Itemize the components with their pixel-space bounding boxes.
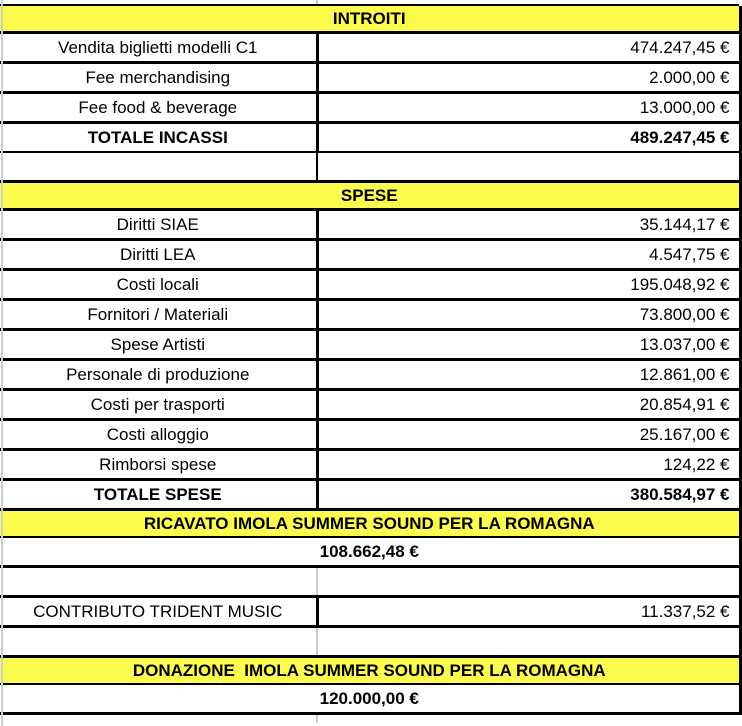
table-row <box>0 597 740 627</box>
table-row <box>0 330 740 360</box>
row-value-cell: 12.861,00 € <box>317 360 740 390</box>
row-label-cell: Personale di produzione <box>0 360 317 390</box>
section-header-row <box>0 510 740 538</box>
row-label-cell: CONTRIBUTO TRIDENT MUSIC <box>0 597 317 627</box>
row-label-cell: Costi locali <box>0 270 317 300</box>
empty-value-cell <box>317 627 740 657</box>
grand-total-value-cell: 120.000,00 € <box>0 684 740 714</box>
total-row <box>0 123 740 153</box>
row-label-cell: Vendita biglietti modelli C1 <box>0 33 317 63</box>
row-label-cell: Diritti SIAE <box>0 210 317 240</box>
row-value-cell: 474.247,45 € <box>317 33 740 63</box>
table-row <box>0 210 740 240</box>
row-value-cell: 380.584,97 € <box>317 480 740 510</box>
row-value-cell: 20.854,91 € <box>317 390 740 420</box>
row-label-cell: Diritti LEA <box>0 240 317 270</box>
table-row <box>0 33 740 63</box>
total-row <box>0 480 740 510</box>
section-header-cell: RICAVATO IMOLA SUMMER SOUND PER LA ROMAGNA <box>0 510 740 538</box>
clipped-edge-row <box>0 714 740 724</box>
table-row <box>0 360 740 390</box>
empty-label-cell <box>0 627 317 657</box>
row-label-cell: Costi per trasporti <box>0 390 317 420</box>
table-row <box>0 93 740 123</box>
row-value-cell: 195.048,92 € <box>317 270 740 300</box>
spacer-row <box>0 567 740 597</box>
table-row <box>0 300 740 330</box>
empty-label-cell <box>0 714 317 724</box>
table-row <box>0 450 740 480</box>
empty-value-cell <box>317 714 740 724</box>
empty-value-cell <box>317 567 740 597</box>
table-row <box>0 63 740 93</box>
grand-total-value-cell: 108.662,48 € <box>0 537 740 567</box>
section-header-row <box>0 182 740 210</box>
row-value-cell: 489.247,45 € <box>317 123 740 153</box>
section-header-row <box>0 657 740 685</box>
row-value-cell: 4.547,75 € <box>317 240 740 270</box>
section-header-cell: SPESE <box>0 182 740 210</box>
row-value-cell: 13.000,00 € <box>317 93 740 123</box>
row-value-cell: 73.800,00 € <box>317 300 740 330</box>
spacer-row <box>0 627 740 657</box>
row-label-cell: TOTALE INCASSI <box>0 123 317 153</box>
row-value-cell: 35.144,17 € <box>317 210 740 240</box>
row-value-cell: 25.167,00 € <box>317 420 740 450</box>
table-row <box>0 390 740 420</box>
empty-label-cell <box>0 567 317 597</box>
row-value-cell: 124,22 € <box>317 450 740 480</box>
spacer-row <box>0 152 740 182</box>
row-value-cell: 13.037,00 € <box>317 330 740 360</box>
row-label-cell: Costi alloggio <box>0 420 317 450</box>
table-row <box>0 240 740 270</box>
row-value-cell: 2.000,00 € <box>317 63 740 93</box>
table-row <box>0 270 740 300</box>
row-label-cell: Fee merchandising <box>0 63 317 93</box>
table-row <box>0 420 740 450</box>
row-label-cell: Rimborsi spese <box>0 450 317 480</box>
section-header-cell: DONAZIONE IMOLA SUMMER SOUND PER LA ROMAGNA <box>0 657 740 685</box>
empty-value-cell <box>317 152 740 182</box>
row-value-cell: 11.337,52 € <box>317 597 740 627</box>
empty-label-cell <box>0 152 317 182</box>
grand-total-row <box>0 684 740 714</box>
row-label-cell: Fornitori / Materiali <box>0 300 317 330</box>
grand-total-row <box>0 537 740 567</box>
section-header-cell: INTROITI <box>0 5 740 33</box>
row-label-cell: TOTALE SPESE <box>0 480 317 510</box>
row-label-cell: Spese Artisti <box>0 330 317 360</box>
row-label-cell: Fee food & beverage <box>0 93 317 123</box>
section-header-row <box>0 5 740 33</box>
